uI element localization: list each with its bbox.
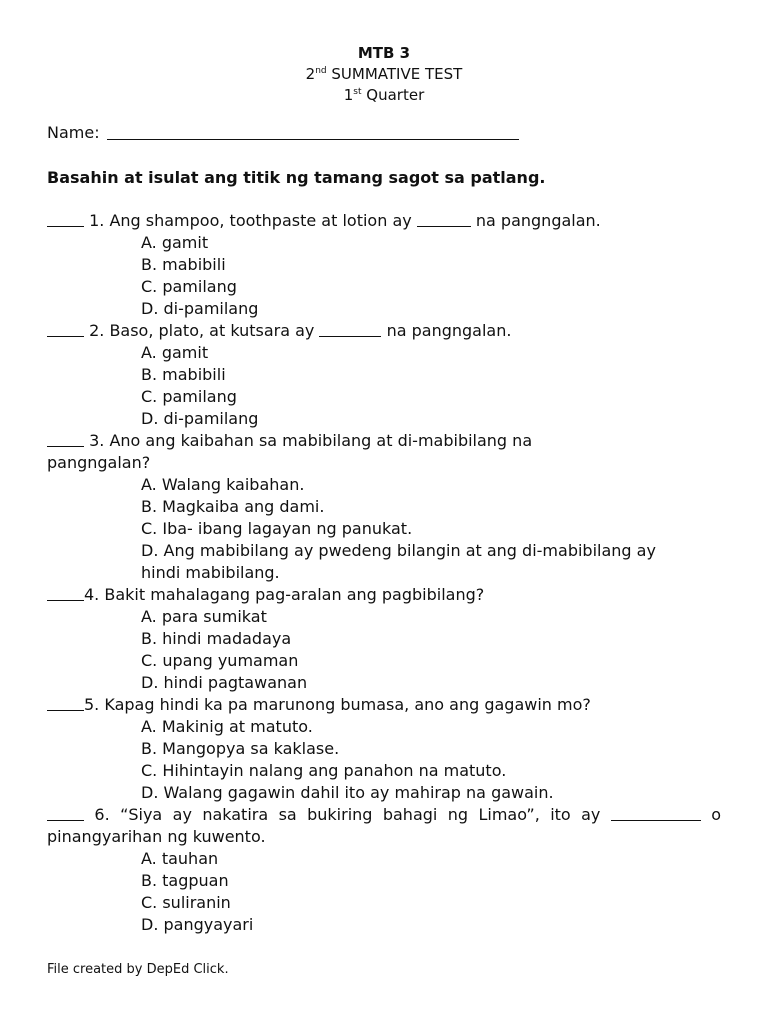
answer-blank[interactable] — [47, 211, 84, 227]
choice-item: B. tagpuan — [141, 871, 229, 890]
choice-item: C. pamilang — [141, 277, 237, 296]
choice-item: B. Mangopya sa kaklase. — [141, 739, 340, 758]
question-2 — [47, 320, 721, 430]
answer-blank[interactable] — [47, 695, 84, 711]
question-stem-continuation: pinangyarihan ng kuwento. — [47, 827, 266, 846]
choice-item: A. Makinig at matuto. — [141, 717, 313, 736]
question-6 — [47, 804, 721, 936]
question-stem: 2. Baso, plato, at kutsara ay na pangngalan. — [47, 320, 721, 342]
fill-blank — [417, 211, 471, 227]
answer-blank[interactable] — [47, 805, 84, 821]
question-1 — [47, 210, 721, 320]
name-label: Name: — [47, 123, 100, 142]
test-title: 2nd SUMMATIVE TEST — [305, 65, 463, 83]
choice-item: C. Hihintayin nalang ang panahon na matuto. — [141, 761, 507, 780]
choice-item: C. Iba- ibang lagayan ng panukat. — [141, 519, 413, 538]
choice-item: A. gamit — [141, 233, 209, 252]
worksheet-header — [0, 43, 768, 106]
instructions: Basahin at isulat ang titik ng tamang sagot sa patlang. — [47, 168, 546, 187]
choice-item: B. Magkaiba ang dami. — [141, 497, 325, 516]
choice-item: D. Ang mabibilang ay pwedeng bilangin at ang di-mabibilang ay — [141, 541, 656, 560]
choice-list — [47, 342, 721, 430]
choice-list — [47, 232, 721, 320]
question-stem: 4. Bakit mahalagang pag-aralan ang pagbibilang? — [47, 584, 721, 606]
choice-item: D. Walang gagawin dahil ito ay mahirap na gawain. — [141, 783, 554, 802]
name-field-row — [47, 122, 519, 144]
subject-title: MTB 3 — [357, 44, 411, 62]
question-stem: 1. Ang shampoo, toothpaste at lotion ay na pangngalan. — [47, 210, 721, 232]
fill-blank — [319, 321, 381, 337]
question-stem: 5. Kapag hindi ka pa marunong bumasa, ano ang gagawin mo? — [47, 694, 721, 716]
answer-blank[interactable] — [47, 431, 84, 447]
footer-credit: File created by DepEd Click. — [47, 962, 229, 977]
choice-item: A. gamit — [141, 343, 209, 362]
question-stem: 3. Ano ang kaibahan sa mabibilang at di-mabibilang na — [47, 430, 721, 452]
question-4 — [47, 584, 721, 694]
choice-item: B. mabibili — [141, 365, 226, 384]
choice-item: A. tauhan — [141, 849, 219, 868]
choice-item: B. mabibili — [141, 255, 226, 274]
fill-blank — [611, 805, 701, 821]
choice-item: C. pamilang — [141, 387, 237, 406]
question-3 — [47, 430, 721, 584]
answer-blank[interactable] — [47, 321, 84, 337]
choice-item: D. di-pamilang — [141, 409, 259, 428]
choice-item: C. suliranin — [141, 893, 231, 912]
choice-item: A. para sumikat — [141, 607, 267, 626]
choice-list — [47, 716, 721, 804]
choice-item: A. Walang kaibahan. — [141, 475, 305, 494]
quarter-title: 1st Quarter — [343, 86, 425, 104]
answer-blank[interactable] — [47, 585, 84, 601]
question-stem-continuation: pangngalan? — [47, 453, 151, 472]
question-stem: 6. “Siya ay nakatira sa bukiring bahagi ng Limao”, ito ay o — [47, 804, 721, 826]
question-list — [47, 210, 721, 936]
choice-list — [47, 474, 721, 584]
name-blank[interactable] — [107, 122, 519, 140]
question-5 — [47, 694, 721, 804]
choice-list — [47, 848, 721, 936]
choice-list — [47, 606, 721, 694]
choice-item: B. hindi madadaya — [141, 629, 292, 648]
choice-item: D. pangyayari — [141, 915, 254, 934]
choice-item: C. upang yumaman — [141, 651, 299, 670]
choice-item: D. hindi pagtawanan — [141, 673, 308, 692]
choice-item: D. di-pamilang — [141, 299, 259, 318]
choice-item-continuation: hindi mabibilang. — [141, 563, 280, 582]
